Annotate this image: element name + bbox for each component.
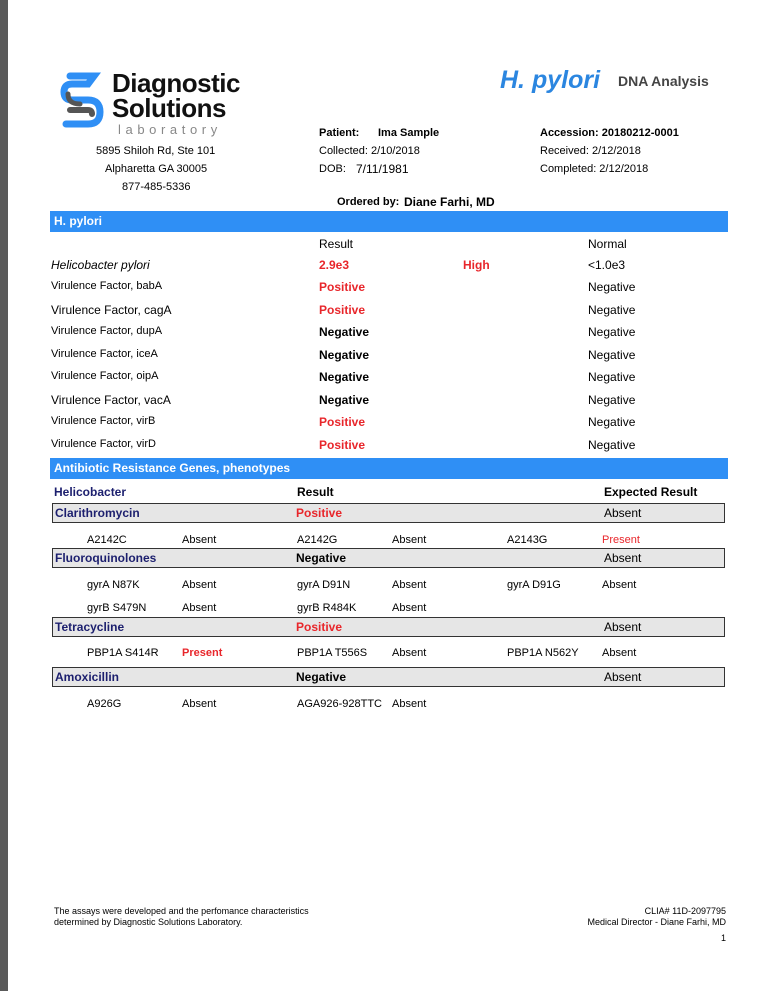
- hpylori-col-result: Result: [319, 237, 354, 251]
- collected-date: Collected: 2/10/2018: [319, 145, 420, 157]
- lab-address2: Alpharetta GA 30005: [105, 163, 208, 175]
- hpylori-row-name: Virulence Factor, babA: [51, 280, 163, 292]
- hpylori-row-name: Helicobacter pylori: [51, 258, 150, 272]
- footer-note-line2: determined by Diagnostic Solutions Laboratory.: [54, 917, 243, 927]
- gene-name: gyrA N87K: [87, 579, 140, 591]
- hpylori-row-result: Positive: [319, 415, 366, 429]
- gene-name: A2143G: [507, 534, 548, 546]
- hpylori-row-normal: Negative: [588, 438, 636, 452]
- hpylori-row-name: Virulence Factor, dupA: [51, 325, 163, 337]
- hpylori-row-normal: Negative: [588, 348, 636, 362]
- resistance-group-fluoroquinolones: [52, 548, 725, 568]
- gene-name: gyrB S479N: [87, 602, 147, 614]
- hpylori-row-name: Virulence Factor, virD: [51, 438, 156, 450]
- patient-name: Ima Sample: [378, 127, 440, 139]
- lab-name-line3: laboratory: [118, 122, 222, 137]
- report-subtitle: DNA Analysis: [618, 73, 709, 89]
- hpylori-row-normal: <1.0e3: [588, 258, 626, 272]
- hpylori-row-normal: Negative: [588, 303, 636, 317]
- resistance-group-amoxicillin: [52, 667, 725, 687]
- gene-name: gyrA D91G: [507, 579, 561, 591]
- antibiotic-name: Tetracycline: [55, 620, 125, 634]
- hpylori-row-result: 2.9e3: [319, 258, 350, 272]
- hpylori-row-normal: Negative: [588, 280, 636, 294]
- accession-number: Accession: 20180212-0001: [540, 127, 679, 139]
- gene-name: PBP1A S414R: [87, 647, 159, 659]
- gene-status: Absent: [392, 698, 427, 710]
- antibiotic-result: Positive: [296, 620, 343, 634]
- patient-label: Patient:: [319, 127, 360, 139]
- resistance-col-result: Result: [297, 485, 334, 499]
- hpylori-row-result: Positive: [319, 280, 366, 294]
- hpylori-row-name: Virulence Factor, cagA: [51, 303, 172, 317]
- hpylori-row-result: Negative: [319, 370, 370, 384]
- gene-status: Absent: [602, 579, 637, 591]
- gene-status: Present: [182, 647, 223, 659]
- resistance-col-organism: Helicobacter: [54, 485, 127, 499]
- received-date: Received: 2/12/2018: [540, 145, 641, 157]
- gene-status: Absent: [392, 647, 427, 659]
- lab-name-line1: Diagnostic: [112, 68, 240, 98]
- antibiotic-name: Fluoroquinolones: [55, 551, 157, 565]
- antibiotic-name: Clarithromycin: [55, 506, 140, 520]
- hpylori-row-normal: Negative: [588, 393, 636, 407]
- antibiotic-result: Negative: [296, 551, 347, 565]
- antibiotic-name: Amoxicillin: [55, 670, 120, 684]
- gene-name: AGA926-928TTC: [297, 698, 382, 710]
- dob-label: DOB:: [319, 163, 346, 175]
- hpylori-row-result: Positive: [319, 303, 366, 317]
- resistance-group-tetracycline: [52, 617, 725, 637]
- antibiotic-expected: Absent: [604, 506, 642, 520]
- gene-name: A2142G: [297, 534, 338, 546]
- gene-status: Present: [602, 534, 640, 546]
- gene-status: Absent: [392, 579, 427, 591]
- resistance-group-clarithromycin: [52, 503, 725, 523]
- resistance-col-expected: Expected Result: [604, 485, 698, 499]
- lab-address1: 5895 Shiloh Rd, Ste 101: [96, 145, 216, 157]
- hpylori-row-result: Negative: [319, 348, 370, 362]
- hpylori-row-normal: Negative: [588, 415, 636, 429]
- antibiotic-result: Positive: [296, 506, 343, 520]
- hpylori-row-normal: Negative: [588, 370, 636, 384]
- gene-name: PBP1A N562Y: [507, 647, 579, 659]
- gene-name: gyrA D91N: [297, 579, 351, 591]
- footer-clia: CLIA# 11D-2097795: [644, 906, 726, 916]
- gene-status: Absent: [182, 698, 217, 710]
- antibiotic-expected: Absent: [604, 670, 642, 684]
- ordered-by-label: Ordered by:: [337, 196, 400, 208]
- hpylori-col-normal: Normal: [588, 237, 627, 251]
- footer-note-line1: The assays were developed and the perfomance characteristics: [54, 906, 309, 916]
- antibiotic-expected: Absent: [604, 620, 642, 634]
- hpylori-section-header: H. pylori: [50, 211, 728, 232]
- gene-status: Absent: [182, 579, 217, 591]
- hpylori-row-normal: Negative: [588, 325, 636, 339]
- hpylori-row-name: Virulence Factor, iceA: [51, 348, 158, 360]
- gene-name: A926G: [87, 698, 122, 710]
- hpylori-row-name: Virulence Factor, vacA: [51, 393, 171, 407]
- footer-director: Medical Director - Diane Farhi, MD: [587, 917, 726, 927]
- report-title: H. pylori: [500, 66, 601, 94]
- gene-name: A2142C: [87, 534, 127, 546]
- hpylori-row-flag: High: [463, 258, 490, 272]
- report-page: [8, 0, 768, 991]
- hpylori-row-name: Virulence Factor, virB: [51, 415, 156, 427]
- lab-phone: 877-485-5336: [122, 181, 191, 193]
- gene-status: Absent: [392, 602, 427, 614]
- gene-status: Absent: [602, 647, 637, 659]
- lab-logo-icon: [58, 70, 106, 134]
- hpylori-row-result: Negative: [319, 393, 370, 407]
- antibiotic-result: Negative: [296, 670, 347, 684]
- completed-date: Completed: 2/12/2018: [540, 163, 649, 175]
- hpylori-row-name: Virulence Factor, oipA: [51, 370, 159, 382]
- gene-name: PBP1A T556S: [297, 647, 368, 659]
- resistance-section-header: Antibiotic Resistance Genes, phenotypes: [50, 458, 728, 479]
- gene-status: Absent: [182, 602, 217, 614]
- dob-value: 7/11/1981: [356, 162, 409, 176]
- ordered-by-name: Diane Farhi, MD: [404, 195, 495, 209]
- page-number: 1: [720, 933, 726, 943]
- hpylori-row-result: Negative: [319, 325, 370, 339]
- hpylori-row-result: Positive: [319, 438, 366, 452]
- lab-name-line2: Solutions: [112, 93, 226, 123]
- gene-status: Absent: [392, 534, 427, 546]
- gene-name: gyrB R484K: [297, 602, 357, 614]
- gene-status: Absent: [182, 534, 217, 546]
- antibiotic-expected: Absent: [604, 551, 642, 565]
